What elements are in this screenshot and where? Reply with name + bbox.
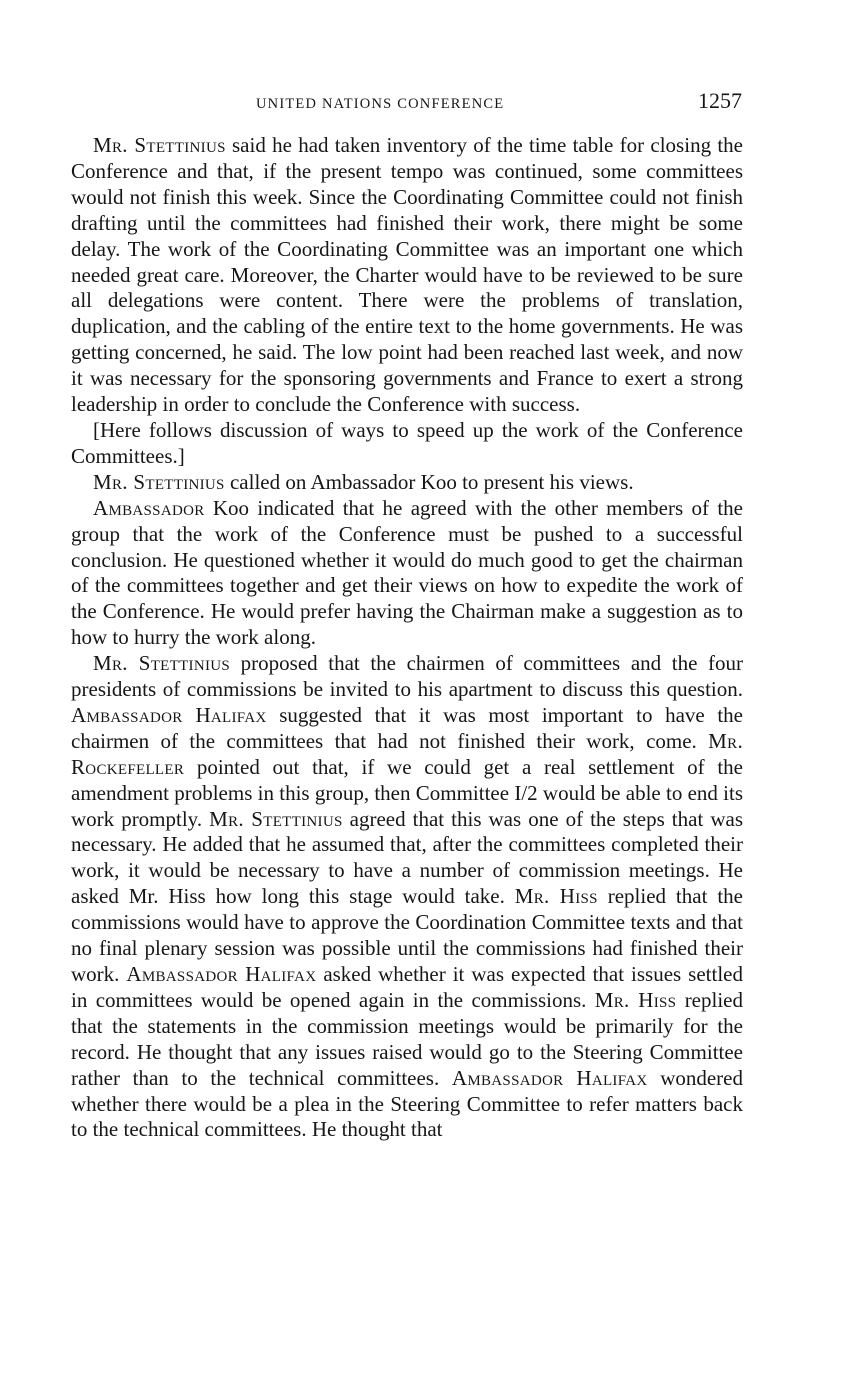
paragraph-text: replied that the commissions would have to approve the Coordination Committee texts and that no final plenary session was possible until the commissions had finished their work.	[71, 884, 743, 986]
paragraph	[71, 133, 743, 418]
paragraph	[71, 470, 743, 496]
paragraph-text: replied that the statements in the commission meetings would be primarily for the record. He thought that any issues raised would go to the Steering Committee rather than to the technical committees.	[71, 987, 743, 1090]
paragraph	[71, 651, 743, 1143]
paragraph-text: suggested that it was most important to have the chairmen of the committees that had not finished their work, come.	[71, 702, 743, 753]
page-header	[70, 88, 742, 118]
speaker-name: Mr. Stettinius	[93, 469, 225, 494]
page-number: 1257	[698, 88, 742, 113]
speaker-name: Ambassador Halifax	[451, 1065, 648, 1090]
paragraph-text: called on Ambassador Koo to present his views.	[224, 469, 634, 494]
paragraph	[71, 418, 743, 470]
speaker-name: Ambassador Halifax	[71, 702, 267, 727]
paragraph	[71, 496, 743, 651]
speaker-name: Mr. Stettinius	[93, 133, 226, 157]
paragraph-text: wondered whether there would be a plea in the Steering Committee to refer matters back to the technical committees. He thought that	[71, 1065, 743, 1142]
speaker-name: Mr. Stettinius	[93, 651, 231, 676]
document-body	[71, 133, 743, 1143]
speaker-name: Mr. Stettinius	[209, 806, 343, 831]
speaker-name: Ambassador Halifax	[126, 962, 317, 986]
paragraph-text: Koo indicated that he agreed with the other members of the group that the work of the Conference must be pushed to a successful conclusion. He questioned whether it would do much good to get the chairman of the committees together and get their views on how to expedite the work of the Conference. He would prefer having the Chairman make a suggestion as to how to hurry the work along.	[71, 495, 743, 650]
speaker-name: Mr. Rockefeller	[71, 728, 743, 779]
speaker-name: Mr. Hiss	[594, 987, 677, 1012]
paragraph-text: proposed that the chairmen of committees and the four presidents of commissions be invited to his apartment to discuss this question.	[71, 651, 743, 702]
paragraph-text: said he had taken inventory of the time table for closing the Conference and that, if the present tempo was continued, some committees would not finish this week. Since the Coordinating Committee could not finish drafting until the committees had finished their work, there might be some delay. The work of the Coordinating Committee was an important one which needed great care. Moreover, the Charter would have to be reviewed to be sure all delegations were content. There were the problems of translation, duplication, and the cabling of the entire text to the home governments. He was getting concerned, he said. The low point had been reached last week, and now it was necessary for the sponsoring governments and France to exert a strong leadership in order to conclude the Conference with success.	[71, 133, 743, 417]
speaker-name: Mr. Hiss	[514, 884, 598, 909]
running-head: UNITED NATIONS CONFERENCE	[256, 96, 505, 112]
paragraph-text: asked whether it was expected that issues settled in committees would be opened again in the commissions.	[71, 962, 743, 1012]
speaker-name: Ambassador	[93, 495, 205, 520]
paragraph-text: pointed out that, if we could get a real settlement of the amendment problems in this group, then Committee I/2 would be able to end its work promptly.	[71, 754, 743, 831]
paragraph-text: agreed that this was one of the steps that was necessary. He added that he assumed that, after the committees completed their work, it would be necessary to have a number of commission meetings. He asked Mr. Hiss how long this stage would take.	[71, 806, 743, 909]
paragraph-text: [Here follows discussion of ways to speed up the work of the Conference Committees.]	[71, 417, 743, 468]
